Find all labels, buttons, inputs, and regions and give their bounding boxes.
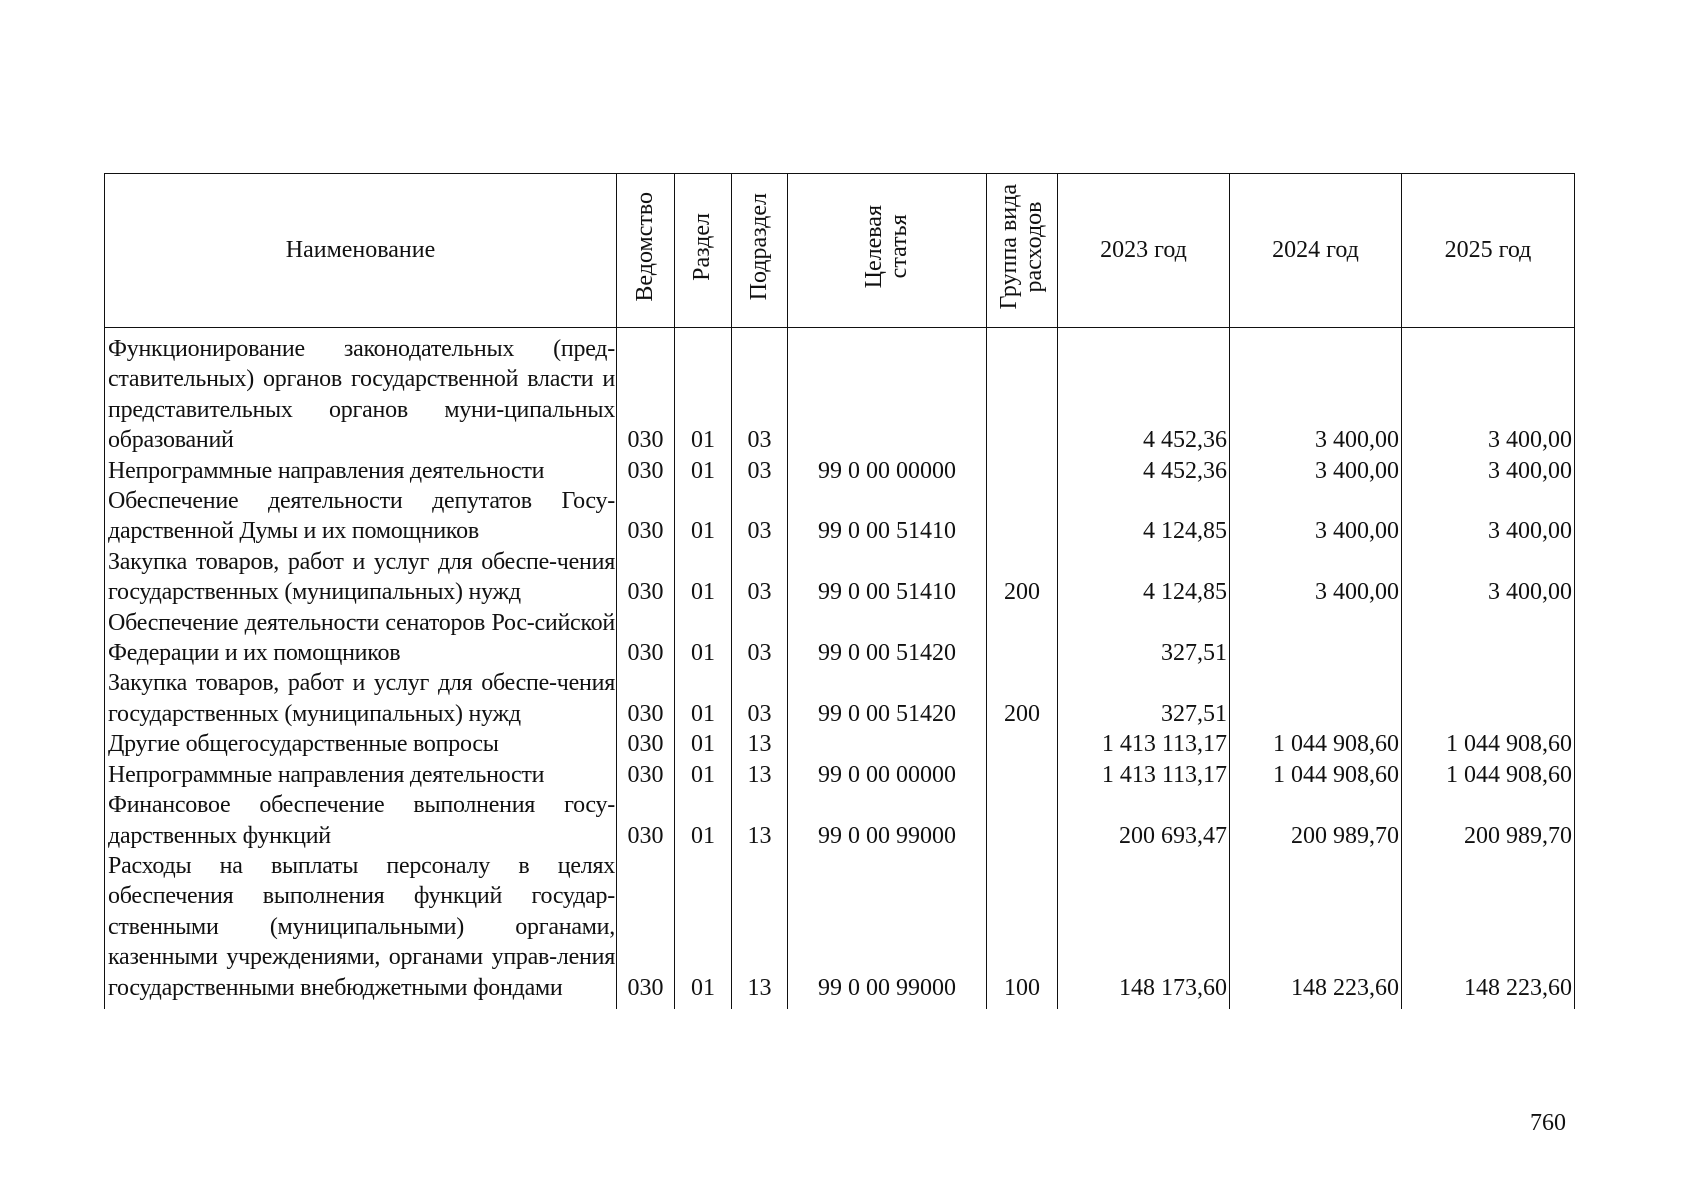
table-row [105,456,1575,486]
cell-name: Расходы на выплаты персоналу в целях обеспечения выполнения функций государ-ственными (муниципальными) органами, казенными учреждениями, органами управ-ления государственными внебюджетными фондами [105,851,617,1009]
cell-celevaya-statya: 99 0 00 51410 [788,547,987,608]
header-razdel: Раздел [675,174,732,328]
cell-razdel: 01 [675,608,732,669]
cell-2025 [1402,668,1575,729]
cell-razdel: 01 [675,328,732,456]
cell-podrazdel: 03 [732,486,788,547]
cell-celevaya-statya: 99 0 00 99000 [788,790,987,851]
table-row [105,729,1575,759]
cell-2025: 200 989,70 [1402,790,1575,851]
cell-celevaya-statya: 99 0 00 51420 [788,608,987,669]
cell-vedomstvo: 030 [617,328,675,456]
cell-gruppa-rashodov [987,760,1058,790]
budget-table [104,173,1575,1009]
header-podrazdel: Подраздел [732,174,788,328]
table-row [105,851,1575,1009]
header-2024: 2024 год [1230,174,1402,328]
cell-gruppa-rashodov: 200 [987,668,1058,729]
header-2023: 2023 год [1058,174,1230,328]
cell-name: Обеспечение деятельности депутатов Госу-дарственной Думы и их помощников [105,486,617,547]
cell-2023: 4 452,36 [1058,456,1230,486]
cell-gruppa-rashodov [987,456,1058,486]
cell-2024: 3 400,00 [1230,547,1402,608]
cell-2024: 3 400,00 [1230,456,1402,486]
cell-2025 [1402,608,1575,669]
table-row [105,608,1575,669]
cell-2023: 4 452,36 [1058,328,1230,456]
table-row [105,547,1575,608]
table-row [105,760,1575,790]
cell-podrazdel: 03 [732,608,788,669]
cell-2023: 4 124,85 [1058,486,1230,547]
cell-celevaya-statya [788,328,987,456]
cell-name: Финансовое обеспечение выполнения госу-дарственных функций [105,790,617,851]
cell-2024: 3 400,00 [1230,328,1402,456]
header-gruppa-vida-rashodov [987,174,1058,328]
cell-name: Другие общегосударственные вопросы [105,729,617,759]
cell-2024: 200 989,70 [1230,790,1402,851]
cell-gruppa-rashodov: 100 [987,851,1058,1009]
cell-gruppa-rashodov [987,328,1058,456]
header-row [105,174,1575,328]
cell-vedomstvo: 030 [617,790,675,851]
cell-razdel: 01 [675,547,732,608]
cell-celevaya-statya: 99 0 00 51420 [788,668,987,729]
header-gruppa-line2: расходов [1021,201,1047,293]
cell-name: Непрограммные направления деятельности [105,456,617,486]
cell-2025: 3 400,00 [1402,486,1575,547]
cell-podrazdel: 13 [732,729,788,759]
cell-podrazdel: 13 [732,790,788,851]
cell-name: Закупка товаров, работ и услуг для обеспе-чения государственных (муниципальных) нужд [105,547,617,608]
cell-2023: 148 173,60 [1058,851,1230,1009]
cell-name: Непрограммные направления деятельности [105,760,617,790]
cell-gruppa-rashodov [987,486,1058,547]
cell-2024: 148 223,60 [1230,851,1402,1009]
table-row [105,790,1575,851]
header-gruppa-line1: Группа вида [995,184,1022,310]
cell-2024: 3 400,00 [1230,486,1402,547]
cell-razdel: 01 [675,668,732,729]
cell-name: Обеспечение деятельности сенаторов Рос-сийской Федерации и их помощников [105,608,617,669]
cell-podrazdel: 03 [732,547,788,608]
cell-razdel: 01 [675,729,732,759]
cell-vedomstvo: 030 [617,608,675,669]
cell-vedomstvo: 030 [617,851,675,1009]
cell-vedomstvo: 030 [617,760,675,790]
header-celevaya-line2: статья [886,215,912,279]
cell-podrazdel: 13 [732,851,788,1009]
cell-razdel: 01 [675,760,732,790]
table-body [105,328,1575,1009]
cell-celevaya-statya: 99 0 00 51410 [788,486,987,547]
cell-gruppa-rashodov [987,729,1058,759]
header-2025: 2025 год [1402,174,1575,328]
table-row [105,668,1575,729]
cell-razdel: 01 [675,790,732,851]
cell-2024 [1230,668,1402,729]
cell-2025: 3 400,00 [1402,547,1575,608]
cell-2024 [1230,608,1402,669]
table-row [105,486,1575,547]
header-celevaya-statya [788,174,987,328]
cell-name: Функционирование законодательных (пред-ставительных) органов государственной власти и представительных органов муни-ципальных образований [105,328,617,456]
cell-2025: 1 044 908,60 [1402,729,1575,759]
cell-vedomstvo: 030 [617,668,675,729]
cell-2025: 3 400,00 [1402,456,1575,486]
cell-celevaya-statya: 99 0 00 00000 [788,760,987,790]
cell-2023: 1 413 113,17 [1058,729,1230,759]
header-celevaya-line1: Целевая [860,205,887,289]
cell-2023: 4 124,85 [1058,547,1230,608]
page-number: 760 [1530,1110,1566,1136]
cell-podrazdel: 03 [732,328,788,456]
cell-2023: 327,51 [1058,668,1230,729]
cell-2025: 3 400,00 [1402,328,1575,456]
header-name: Наименование [105,174,617,328]
cell-vedomstvo: 030 [617,729,675,759]
cell-podrazdel: 13 [732,760,788,790]
cell-razdel: 01 [675,456,732,486]
cell-vedomstvo: 030 [617,456,675,486]
cell-vedomstvo: 030 [617,486,675,547]
cell-2025: 1 044 908,60 [1402,760,1575,790]
cell-2025: 148 223,60 [1402,851,1575,1009]
cell-gruppa-rashodov [987,790,1058,851]
cell-gruppa-rashodov: 200 [987,547,1058,608]
cell-razdel: 01 [675,486,732,547]
cell-celevaya-statya: 99 0 00 99000 [788,851,987,1009]
cell-podrazdel: 03 [732,668,788,729]
cell-2023: 327,51 [1058,608,1230,669]
cell-vedomstvo: 030 [617,547,675,608]
cell-name: Закупка товаров, работ и услуг для обеспе-чения государственных (муниципальных) нужд [105,668,617,729]
cell-gruppa-rashodov [987,608,1058,669]
cell-2024: 1 044 908,60 [1230,729,1402,759]
table-row [105,328,1575,456]
cell-2024: 1 044 908,60 [1230,760,1402,790]
cell-2023: 1 413 113,17 [1058,760,1230,790]
cell-podrazdel: 03 [732,456,788,486]
header-vedomstvo: Ведомство [617,174,675,328]
cell-celevaya-statya: 99 0 00 00000 [788,456,987,486]
cell-2023: 200 693,47 [1058,790,1230,851]
cell-razdel: 01 [675,851,732,1009]
cell-celevaya-statya [788,729,987,759]
